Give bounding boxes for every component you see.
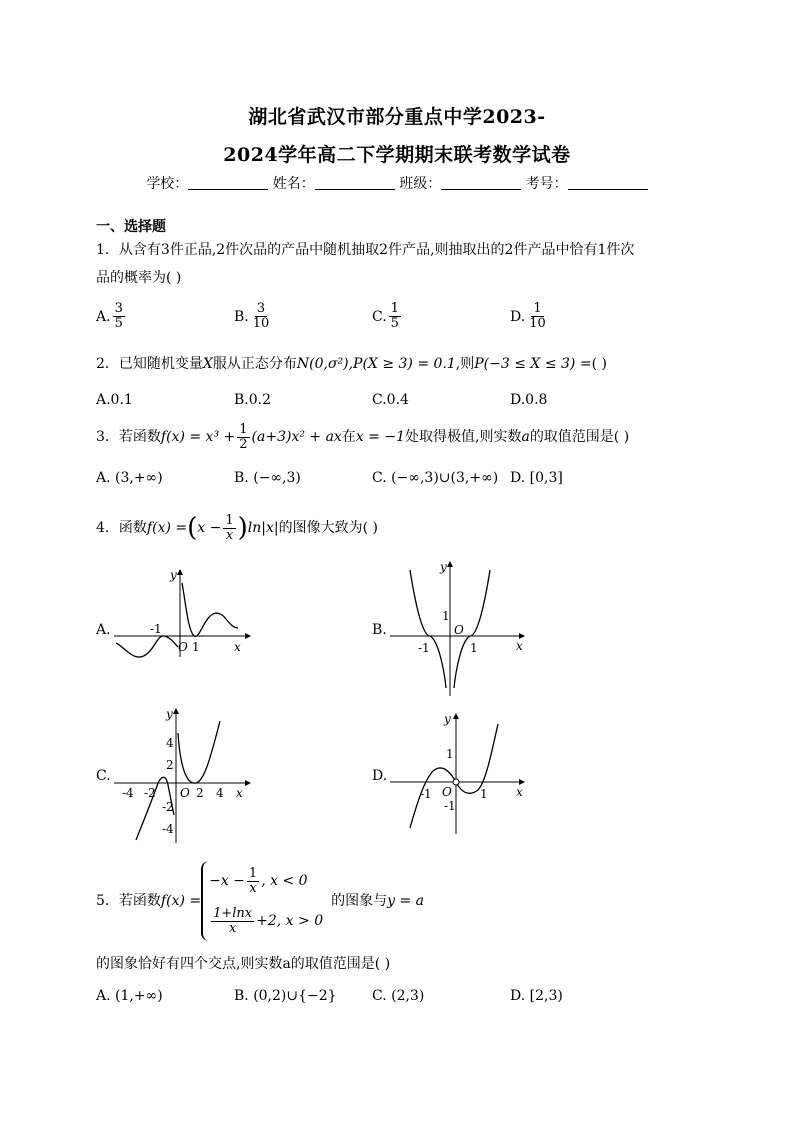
right-paren: ): [237, 513, 248, 543]
q4-number: 4．: [96, 520, 119, 536]
q3-text-b: 在: [341, 429, 356, 445]
numerator: 1: [533, 301, 542, 316]
numerator: 1+lnx: [213, 905, 253, 921]
exam-title-line2: 2024学年高二下学期期末联考数学试卷: [223, 144, 571, 166]
q2-option-b[interactable]: B.0.2: [234, 392, 272, 408]
tick-label: -1: [420, 787, 432, 801]
q3-text-c: 处取得极值,则实数: [405, 429, 522, 445]
fraction: [223, 514, 235, 543]
origin-label: O: [180, 786, 190, 800]
q4-paren-a: x −: [197, 520, 222, 536]
y-label: y: [444, 712, 451, 726]
tick-label: 1: [442, 609, 450, 623]
q3-option-c[interactable]: C. (−∞,3)∪(3,+∞): [372, 470, 499, 486]
tick-label: -4: [122, 786, 134, 800]
denominator: 10: [252, 316, 270, 331]
numerator: 1: [225, 512, 234, 528]
tick-label: 1: [480, 787, 488, 801]
fraction: [251, 302, 272, 331]
class-blank[interactable]: [441, 175, 521, 190]
q2-options: [96, 392, 696, 414]
graph-label-b[interactable]: B.: [372, 622, 387, 638]
numerator: 1: [390, 301, 399, 316]
q5-options: [96, 988, 696, 1010]
denominator: x: [249, 880, 257, 896]
q3-at: x = −1: [355, 429, 405, 445]
graph-label-c[interactable]: C.: [96, 768, 111, 784]
q3-f-left: f(x) = x³ +: [160, 429, 236, 445]
tick-label: -2: [162, 800, 174, 814]
open-point: [453, 779, 459, 785]
denominator: 5: [114, 316, 123, 331]
fraction: [113, 302, 125, 331]
q5-option-a[interactable]: A. (1,+∞): [96, 988, 163, 1004]
q2-text-b: 服从正态分布: [212, 356, 297, 372]
numerator: 1: [239, 421, 248, 437]
q3-text-d: 的取值范围是( ): [529, 429, 630, 445]
x-label: x: [236, 786, 243, 800]
denominator: x: [225, 527, 234, 543]
question-2: [96, 350, 607, 378]
q3-number: 3．: [96, 429, 119, 445]
tick-label: 1: [192, 640, 200, 654]
tick-label: 2: [196, 786, 204, 800]
exam-number-blank[interactable]: [568, 175, 648, 190]
numerator: 1: [248, 865, 258, 881]
numerator: 3: [256, 301, 266, 316]
fraction: [211, 907, 254, 936]
tick-label: 4: [166, 736, 174, 750]
y-label: y: [440, 560, 447, 574]
tick-label: -2: [144, 786, 156, 800]
q3-options: [96, 470, 696, 492]
q2-option-c[interactable]: C.0.4: [372, 392, 409, 408]
graph-label-a[interactable]: A.: [96, 622, 111, 638]
origin-label: O: [442, 785, 452, 799]
q2-number: 2．: [96, 356, 119, 372]
graph-a: [110, 565, 255, 660]
q5-text-a: 若函数: [118, 893, 161, 909]
curve-right: [182, 583, 238, 636]
question-4: [96, 508, 378, 548]
question-1: [96, 236, 634, 292]
q2-end: ( ): [591, 356, 607, 372]
q3-f-right: (a+3)x² + ax: [251, 429, 342, 445]
q2-ask: P(−3 ≤ X ≤ 3) =: [474, 356, 592, 372]
q2-text-c: ,则: [455, 356, 475, 372]
q2-cond: ,P(X ≥ 3) = 0.1: [348, 356, 456, 372]
curve-right: [178, 721, 220, 783]
tick-label: -1: [150, 622, 162, 636]
curve-left: [410, 570, 446, 688]
tick-label: 1: [446, 747, 454, 761]
q1-options: [96, 302, 696, 342]
q5-option-c[interactable]: C. (2,3): [372, 988, 425, 1004]
denominator: 2: [239, 436, 248, 452]
q5-line2: 的图象恰好有四个交点,则实数a的取值范围是( ): [96, 956, 391, 972]
graph-b: [388, 558, 528, 698]
piece-2: [209, 901, 323, 941]
fraction: [237, 423, 249, 452]
q4-text-b: 的图像大致为( ): [278, 520, 378, 536]
q3-var: a: [521, 429, 530, 445]
q1-number: 1．: [96, 242, 119, 258]
numerator: 3: [114, 301, 123, 316]
q4-f-right: ln|x|: [247, 520, 279, 536]
q5-text-b: 的图象与: [331, 893, 388, 909]
q5-ya: y = a: [387, 893, 425, 909]
q2-text-a: 已知随机变量: [118, 356, 203, 372]
q4-text-a: 函数: [118, 520, 147, 536]
q1-option-c[interactable]: [372, 302, 403, 331]
q3-option-d[interactable]: D. [0,3]: [510, 470, 563, 486]
graph-c: [110, 705, 255, 845]
name-blank[interactable]: [315, 175, 395, 190]
q2-option-a[interactable]: A.0.1: [96, 392, 133, 408]
fraction: [527, 302, 548, 331]
y-label: y: [166, 707, 173, 721]
exam-title-line1: 湖北省武汉市部分重点中学2023-: [248, 106, 546, 128]
q1-option-a[interactable]: [96, 302, 127, 331]
tick-label: -1: [444, 799, 456, 813]
x-label: x: [516, 785, 523, 799]
tick-label: 1: [470, 641, 478, 655]
option-label: D.: [510, 308, 526, 325]
exam-number-label: 考号：: [525, 176, 568, 192]
y-label: y: [170, 568, 177, 582]
origin-label: O: [178, 640, 188, 654]
tick-label: -4: [162, 822, 174, 836]
tick-label: 4: [216, 786, 224, 800]
q5-number: 5．: [96, 893, 119, 909]
denominator: 10: [529, 316, 546, 331]
denominator: 5: [390, 316, 399, 331]
question-5: [96, 858, 424, 944]
q1-text-line1: 从含有3件正品,2件次品的产品中随机抽取2件产品,则抽取出的2件产品中恰有1件次: [118, 242, 635, 258]
q3-option-b[interactable]: B. (−∞,3): [234, 470, 301, 486]
school-blank[interactable]: [188, 175, 268, 190]
q2-option-d[interactable]: D.0.8: [510, 392, 548, 408]
section-heading: 一、选择题: [96, 219, 166, 235]
q3-option-a[interactable]: A. (3,+∞): [96, 470, 163, 486]
left-paren: (: [187, 513, 198, 543]
q1-option-b[interactable]: [234, 302, 273, 331]
q2-dist: N(0,σ²): [296, 356, 349, 372]
piece1-expr: −x −: [209, 873, 245, 889]
fraction: [247, 867, 259, 896]
q1-option-d[interactable]: [510, 302, 550, 331]
option-label: C.: [372, 308, 387, 325]
tick-label: -1: [418, 641, 430, 655]
curve-left: [116, 636, 178, 657]
q4-f-left: f(x) =: [146, 520, 188, 536]
option-label: B.: [234, 308, 249, 325]
name-label: 姓名：: [272, 176, 315, 192]
question-3: [96, 420, 629, 454]
x-label: x: [516, 639, 523, 653]
piece2-rest: +2, x > 0: [256, 913, 324, 929]
tick-label: 2: [166, 758, 174, 772]
student-info-row: [0, 173, 794, 193]
piecewise-brace: [201, 861, 323, 941]
origin-label: O: [454, 623, 464, 637]
q5-f-left: f(x) =: [160, 893, 202, 909]
graph-label-d[interactable]: D.: [372, 768, 388, 784]
q1-text-line2: 品的概率为( ): [96, 270, 182, 286]
q5-option-b[interactable]: B. (0,2)∪{−2}: [234, 988, 337, 1004]
fraction: [389, 302, 401, 331]
piece-1: [209, 861, 323, 901]
q5-option-d[interactable]: D. [2,3): [510, 988, 563, 1004]
q2-var: X: [202, 356, 213, 372]
q3-text-a: 若函数: [118, 429, 161, 445]
x-label: x: [234, 640, 241, 654]
denominator: x: [228, 920, 237, 936]
graph-d: [388, 710, 528, 835]
piece1-cond: , x < 0: [261, 873, 308, 889]
school-label: 学校：: [146, 176, 189, 192]
class-label: 班级：: [399, 176, 442, 192]
option-label: A.: [96, 308, 111, 325]
